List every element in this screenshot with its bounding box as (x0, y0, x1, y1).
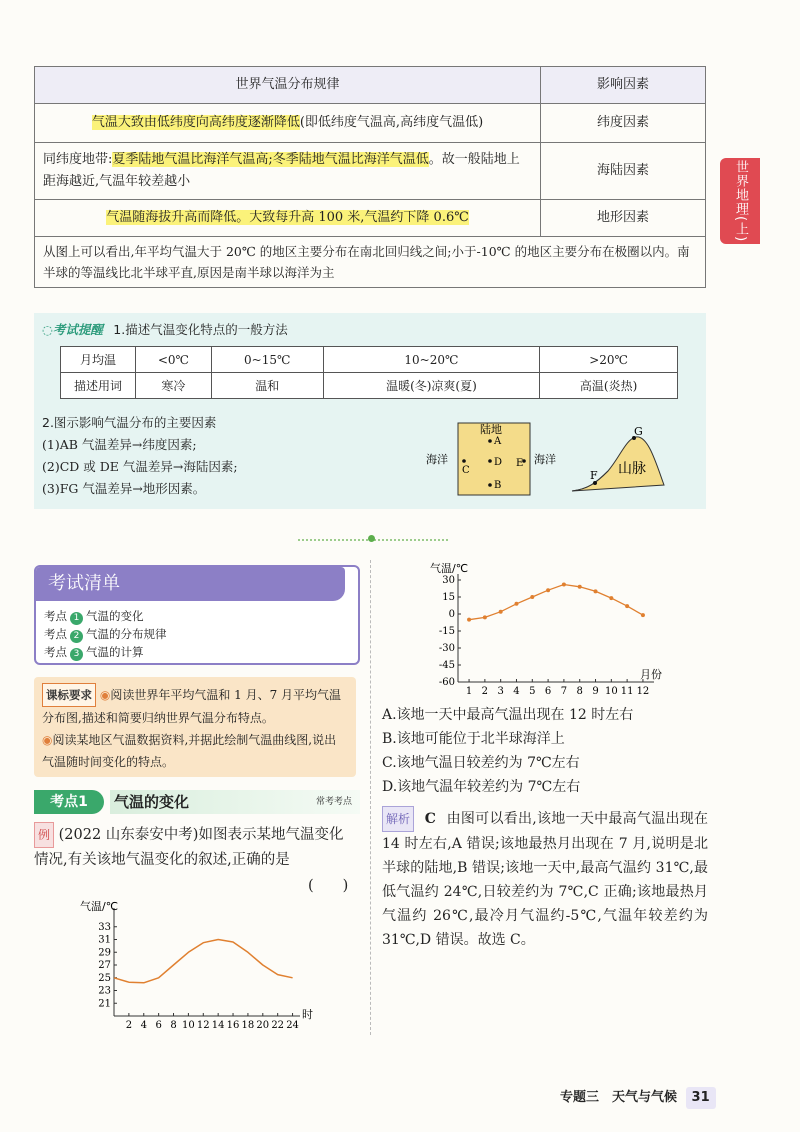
analysis (382, 806, 708, 952)
x-tick-label: 16 (226, 1020, 240, 1031)
x-tick-label: 1 (465, 686, 473, 697)
cell-text: 同纬度地带: (43, 152, 113, 167)
options-list (382, 703, 712, 799)
point-label: A (494, 436, 502, 447)
data-point (594, 589, 598, 593)
cell-text: 。故一般陆地上距海越近,气温年较差越小 (43, 152, 520, 189)
point-marker (488, 483, 492, 487)
point-marker (488, 439, 492, 443)
data-point (483, 615, 487, 619)
point-label: D (494, 457, 503, 468)
table-cell: <0℃ (136, 347, 212, 373)
exam-tip-box (34, 313, 706, 509)
table-cell: 高温(炎热) (540, 373, 678, 399)
x-axis-label: 时 (302, 1008, 313, 1021)
data-point (625, 604, 629, 608)
table-cell: 温暖(冬)凉爽(夏) (323, 373, 540, 399)
analysis-text: 由图可以看出,该地一天中最高气温出现在 14 时左右,A 错误;该地最热月出现在 7 月,说明是北半球的陆地,B 错误;该地一天中,最高气温约 31℃,最低气温约 24℃,日较差约为 7℃,C 正确;该地最热月气温约 26℃,最冷月气温约-5℃,气温年较差约为 31℃,D 错误。故选 C。 (382, 811, 709, 948)
table-header-cell: 世界气温分布规律 (35, 67, 541, 104)
tip-header (42, 320, 288, 338)
x-tick-label: 12 (636, 686, 650, 697)
highlight-text: 气温随海拔升高而降低。大致每升高 100 米,气温约下降 0.6℃ (106, 210, 469, 225)
divider-dot (368, 535, 375, 542)
y-tick-label: 25 (98, 972, 111, 984)
option-item[interactable]: C.该地气温日较差约为 7℃左右 (382, 755, 580, 771)
column-divider (370, 560, 371, 1035)
exam-checklist (34, 565, 360, 665)
x-tick-label: 6 (155, 1020, 162, 1031)
example-text: (2022 山东泰安中考)如图表示某地气温变化情况,有关该地气温变化的叙述,正确的是 (34, 827, 344, 868)
data-point (562, 583, 566, 587)
y-tick-label: 33 (98, 921, 111, 933)
factor-list (42, 434, 238, 500)
table-cell: 10~20℃ (323, 347, 540, 373)
temperature-line (469, 585, 643, 620)
x-tick-label: 5 (529, 686, 536, 697)
option-item[interactable]: A.该地一天中最高气温出现在 12 时左右 (382, 707, 634, 723)
data-point (499, 610, 503, 614)
point-label: G (634, 425, 643, 438)
y-tick-label: 15 (442, 592, 455, 603)
y-tick-label: 31 (98, 934, 111, 946)
point-label: E (516, 458, 524, 469)
x-tick-label: 2 (125, 1020, 133, 1031)
table-cell: 温和 (211, 373, 323, 399)
x-tick-label: 8 (170, 1020, 177, 1031)
standard-label: 课标要求 (42, 683, 96, 707)
answer: C (424, 811, 436, 827)
x-tick-label: 11 (620, 686, 634, 697)
y-tick-label: 27 (98, 960, 111, 971)
checklist-item[interactable]: 考点 2 气温的分布规律 (44, 627, 167, 641)
x-axis-label: 月份 (640, 668, 662, 681)
tip-label: ◌考试提醒 (42, 322, 103, 337)
table-cell: 0~15℃ (211, 347, 323, 373)
table-row (35, 200, 706, 237)
example-label: 例 (34, 822, 54, 848)
y-tick-label: 29 (98, 947, 111, 959)
table-cell: 月均温 (61, 347, 136, 373)
section-label: 考点1 (34, 790, 104, 814)
option-item[interactable]: B.该地可能位于北半球海洋上 (382, 731, 565, 747)
factor-item: (2)CD 或 DE 气温差异→海陆因素; (42, 459, 238, 474)
standard-text: 阅读世界年平均气温和 1 月、7 月平均气温分布图,描述和简要归纳世界气温分布特点。 (42, 688, 342, 725)
table-row (35, 143, 706, 200)
standard-text: 阅读某地区气温数据资料,并据此绘制气温曲线图,说出气温随时间变化的特点。 (42, 733, 337, 769)
option-item[interactable]: D.该地气温年较差约为 7℃左右 (382, 779, 581, 795)
table-cell (35, 143, 541, 200)
data-point (530, 595, 534, 599)
x-tick-label: 18 (241, 1020, 255, 1031)
tip-item1: 1.描述气温变化特点的一般方法 (113, 322, 288, 337)
side-tab[interactable]: 世界地理(上) (720, 158, 760, 244)
land-sea-diagram (424, 415, 574, 499)
table-cell: 寒冷 (136, 373, 212, 399)
data-point (578, 585, 582, 589)
y-tick-label: -45 (438, 660, 455, 671)
y-tick-label: -30 (438, 643, 455, 654)
daily-temperature-chart (80, 896, 320, 1036)
y-tick-label: -15 (438, 626, 455, 637)
x-tick-label: 12 (196, 1020, 210, 1031)
factor-cell: 纬度因素 (541, 104, 706, 143)
x-tick-label: 4 (140, 1020, 147, 1031)
y-tick-label: 21 (98, 998, 111, 1010)
table-header-row (35, 67, 706, 104)
x-tick-label: 22 (271, 1020, 285, 1031)
x-tick-label: 2 (481, 686, 489, 697)
bullet-icon: ◉ (42, 733, 53, 747)
x-tick-label: 9 (592, 686, 599, 697)
x-tick-label: 7 (560, 686, 568, 697)
point-label: C (462, 465, 470, 476)
y-tick-label: 0 (448, 609, 455, 620)
table-cell: >20℃ (540, 347, 678, 373)
y-tick-label: 23 (98, 985, 111, 997)
page-number: 31 (686, 1087, 716, 1109)
data-point (641, 613, 645, 617)
table-cell (35, 200, 541, 237)
checklist-item[interactable]: 考点 3 气温的计算 (44, 645, 144, 659)
data-point (609, 596, 613, 600)
section-title: 气温的变化 常考考点 (110, 790, 360, 814)
table-row (61, 373, 678, 399)
y-axis-label: 气温/℃ (80, 900, 119, 913)
factor-item: (3)FG 气温差异→地形因素。 (42, 481, 206, 496)
footer (560, 1087, 716, 1109)
table-row (61, 347, 678, 373)
section-header (34, 790, 356, 814)
point-marker (488, 459, 492, 463)
x-tick-label: 3 (497, 686, 504, 697)
table-row (35, 104, 706, 143)
land-label: 陆地 (480, 423, 502, 436)
lightbulb-icon: ◌ (42, 322, 53, 337)
example-question (34, 822, 356, 872)
highlight-text: 夏季陆地气温比海洋气温高;冬季陆地气温比海洋气温低 (112, 152, 429, 167)
footer-topic: 专题三 天气与气候 (560, 1090, 678, 1105)
ocean-label: 海洋 (534, 453, 556, 466)
monthly-temperature-chart (420, 560, 670, 702)
x-tick-label: 4 (513, 686, 520, 697)
x-tick-label: 10 (182, 1020, 195, 1031)
data-point (467, 618, 471, 622)
ocean-label: 海洋 (426, 453, 448, 466)
table-cell: 描述用词 (61, 373, 136, 399)
x-tick-label: 8 (576, 686, 583, 697)
data-point (546, 588, 550, 592)
y-tick-label: -60 (438, 677, 455, 688)
table-cell (35, 104, 541, 143)
table-header-cell: 影响因素 (541, 67, 706, 104)
table-row (35, 237, 706, 288)
highlight-text: 气温大致由低纬度向高纬度逐渐降低 (91, 115, 300, 130)
x-tick-label: 6 (544, 686, 552, 697)
mountain-diagram (568, 423, 668, 495)
point-label: F (590, 469, 598, 482)
analysis-label: 解析 (382, 806, 414, 832)
factor-cell: 海陆因素 (541, 143, 706, 200)
y-tick-label: 30 (442, 575, 455, 586)
answer-bracket[interactable]: ( ) (308, 878, 349, 894)
mountain-label: 山脉 (618, 461, 646, 477)
x-tick-label: 24 (286, 1020, 299, 1031)
tip-item2: 2.图示影响气温分布的主要因素 (42, 415, 217, 430)
bullet-icon: ◉ (99, 688, 111, 702)
x-tick-label: 10 (604, 686, 618, 697)
curriculum-standard-box (34, 677, 356, 777)
factor-cell: 地形因素 (541, 200, 706, 237)
description-table (60, 346, 678, 399)
climate-distribution-table (34, 66, 706, 288)
x-tick-label: 20 (256, 1020, 270, 1031)
y-axis-label: 气温/℃ (430, 562, 469, 575)
checklist-title: 考试清单 (36, 567, 345, 601)
checklist-item[interactable]: 考点 1 气温的变化 (44, 609, 144, 623)
data-point (514, 602, 518, 606)
section-tag: 常考考点 (315, 797, 352, 807)
table-note: 从图上可以看出,年平均气温大于 20℃ 的地区主要分布在南北回归线之间;小于-10℃ 的地区主要分布在极圈以内。南半球的等温线比北半球平直,原因是南半球以海洋为主 (35, 237, 706, 288)
cell-text: (即低纬度气温高,高纬度气温低) (299, 115, 484, 130)
temperature-line (114, 940, 293, 983)
point-marker (462, 459, 466, 463)
x-tick-label: 14 (211, 1020, 225, 1031)
factor-item: (1)AB 气温差异→纬度因素; (42, 437, 197, 452)
point-label: B (494, 480, 502, 491)
